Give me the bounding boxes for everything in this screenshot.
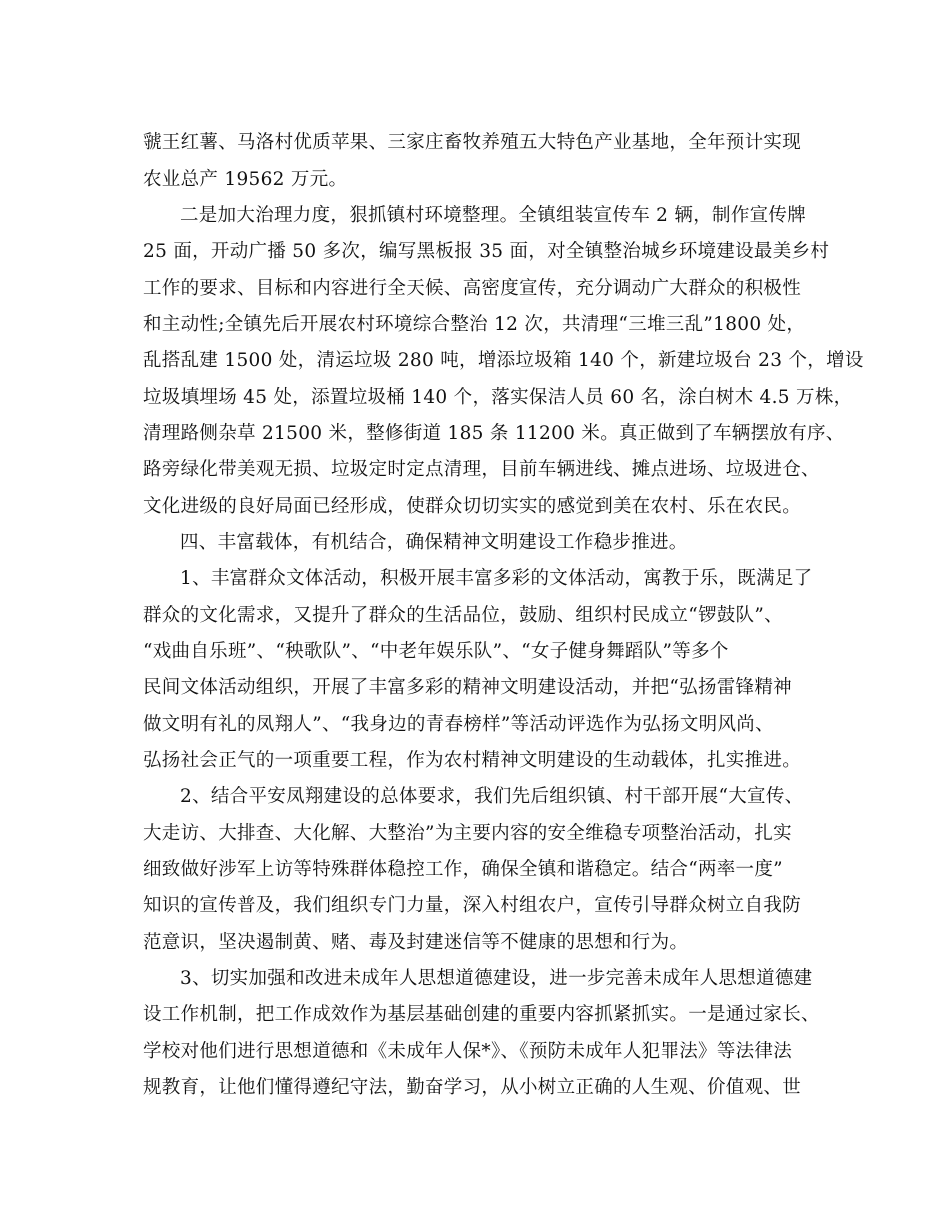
text-line: 规教育，让他们懂得遵纪守法，勤奋学习，从小树立正确的人生观、价值观、世 [143,1077,802,1098]
paragraph-first-line: 2、结合平安凤翔建设的总体要求，我们先后组织镇、村干部开展“大宣传、 [180,786,804,807]
text-line: 学校对他们进行思想道德和《未成年人保*》、《预防未成年人犯罪法》等法律法 [143,1041,793,1062]
text-line: 知识的宣传普及，我们组织专门力量，深入村组农户，宣传引导群众树立自我防 [143,895,802,916]
text-line: 路旁绿化带美观无损、垃圾定时定点清理，目前车辆进线、摊点进场、垃圾进仓、 [143,459,820,480]
section-heading: 四、丰富载体，有机结合，确保精神文明建设工作稳步推进。 [180,532,688,553]
text-line: 清理路侧杂草 21500 米，整修街道 185 条 11200 米。真正做到了车辆摆放有序、 [143,423,845,444]
text-line: 大走访、大排查、大化解、大整治”为主要内容的安全维稳专项整治活动，扎实 [143,823,792,844]
text-line: 设工作机制，把工作成效作为基层基础创建的重要内容抓紧抓实。一是通过家长、 [143,1004,820,1025]
text-line: 乱搭乱建 1500 处，清运垃圾 280 吨，增添垃圾箱 140 个，新建垃圾台 23 个，增设 [143,350,864,371]
text-line: 和主动性;全镇先后开展农村环境综合整治 12 次，共清理“三堆三乱”1800 处， [143,314,806,335]
text-line: 民间文体活动组织，开展了丰富多彩的精神文明建设活动，并把“弘扬雷锋精神 [143,677,792,698]
paragraph-first-line: 1、丰富群众文体活动，积极开展丰富多彩的文体活动，寓教于乐，既满足了 [180,568,813,589]
text-line: 25 面，开动广播 50 多次，编写黑板报 35 面，对全镇整治城乡环境建设最美乡村 [143,241,830,262]
paragraph-first-line: 3、切实加强和改进未成年人思想道德建设，进一步完善未成年人思想道德建 [180,968,813,989]
text-line: 垃圾填埋场 45 处，添置垃圾桶 140 个，落实保洁人员 60 名，涂白树木 4.5 万株， [143,387,853,408]
text-line: 文化进级的良好局面已经形成，使群众切切实实的感觉到美在农村、乐在农民。 [143,496,802,517]
text-line: 农业总产 19562 万元。 [143,169,348,190]
text-line: “戏曲自乐班”、“秧歌队”、“中老年娱乐队”、“女子健身舞蹈队”等多个 [143,641,729,662]
text-line: 弘扬社会正气的一项重要工程，作为农村精神文明建设的生动载体，扎实推进。 [143,750,802,771]
text-line: 工作的要求、目标和内容进行全天候、高密度宣传，充分调动广大群众的积极性 [143,278,802,299]
text-line: 范意识，坚决遏制黄、赌、毒及封建迷信等不健康的思想和行为。 [143,932,689,953]
text-line: 做文明有礼的凤翔人”、“我身边的青春榜样”等活动评选作为弘扬文明风尚、 [143,714,774,735]
text-line: 细致做好涉军上访等特殊群体稳控工作，确保全镇和谐稳定。结合“两率一度” [143,859,783,880]
paragraph-first-line: 二是加大治理力度，狠抓镇村环境整理。全镇组装宣传车 2 辆，制作宣传牌 [180,205,807,226]
text-line: 虢王红薯、马洛村优质苹果、三家庄畜牧养殖五大特色产业基地，全年预计实现 [143,132,802,153]
text-line: 群众的文化需求，又提升了群众的生活品位，鼓励、组织村民成立“锣鼓队”、 [143,605,783,626]
